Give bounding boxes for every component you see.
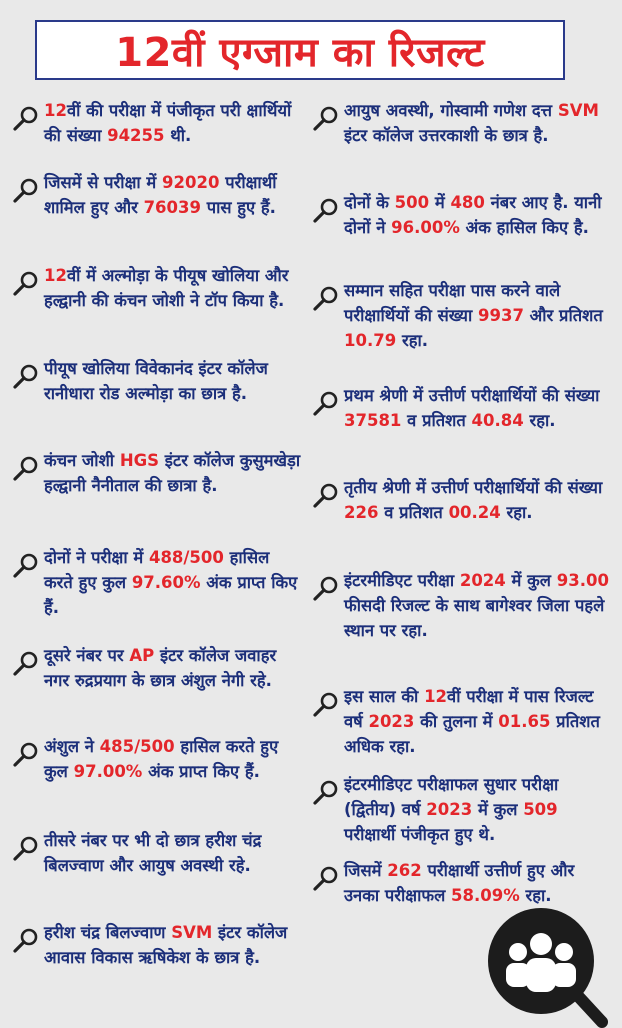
highlight-value: 262	[387, 861, 422, 880]
text-segment: हासिल करते हुए कुल	[44, 737, 279, 781]
highlight-value: 485/500	[99, 737, 175, 756]
text-segment: सम्मान सहित परीक्षा पास करने वाले परीक्षार्थियों की संख्या	[344, 281, 561, 325]
fact-text	[340, 475, 612, 525]
fact-item	[12, 920, 302, 970]
highlight-value: 226	[344, 503, 379, 522]
text-segment: अंशुल ने	[44, 737, 100, 756]
text-segment: इंटर कॉलेज कुसुमखेड़ा हल्द्वानी नैनीताल की छात्रा है.	[44, 451, 301, 495]
magnifier-icon	[312, 692, 340, 718]
highlight-value: SVM	[557, 101, 599, 120]
fact-text	[340, 568, 612, 643]
fact-text	[340, 772, 612, 847]
fact-text	[340, 383, 612, 433]
fact-item	[12, 356, 302, 406]
highlight-value: 9937	[478, 306, 524, 325]
fact-text	[40, 828, 302, 878]
text-segment: इंटर कॉलेज उत्तरकाशी के छात्र है.	[344, 126, 549, 145]
magnifier-icon	[312, 576, 340, 602]
text-segment: परीक्षार्थी उत्तीर्ण हुए और उनका परीक्षाफल	[344, 861, 575, 905]
highlight-value: 76039	[143, 198, 201, 217]
fact-item	[312, 684, 612, 759]
magnifier-icon	[12, 836, 40, 862]
highlight-value: 93.00	[556, 571, 609, 590]
highlight-value: 12	[44, 266, 67, 285]
text-segment: दूसरे नंबर पर	[44, 646, 130, 665]
highlight-value: 480	[450, 193, 485, 212]
fact-item	[312, 383, 612, 433]
magnifier-icon	[12, 271, 40, 297]
fact-text	[40, 356, 302, 406]
fact-item	[12, 170, 302, 220]
fact-item	[312, 190, 612, 240]
text-segment: दोनों के	[344, 193, 395, 212]
magnifier-icon	[12, 456, 40, 482]
magnifier-icon	[12, 106, 40, 132]
highlight-value: 92020	[162, 173, 220, 192]
fact-text	[340, 98, 612, 148]
text-segment: दोनों ने परीक्षा में	[44, 548, 149, 567]
text-segment: पीयूष खोलिया विवेकानंद इंटर कॉलेज रानीधारा रोड अल्मोड़ा का छात्र है.	[44, 359, 268, 403]
magnifier-icon	[12, 742, 40, 768]
text-segment: इंटरमीडिएट परीक्षा	[344, 571, 460, 590]
text-segment: रहा.	[500, 503, 533, 522]
magnifier-icon	[12, 928, 40, 954]
text-segment: व प्रतिशत	[378, 503, 449, 522]
magnifier-icon	[312, 198, 340, 224]
highlight-value: AP	[129, 646, 155, 665]
highlight-value: 96.00%	[391, 218, 460, 237]
text-segment: वीं की परीक्षा में पंजीकृत परी क्षार्थियों की संख्या	[44, 101, 292, 145]
highlight-value: SVM	[171, 923, 213, 942]
page-title: 12वीं एग्जाम का रिजल्ट	[115, 29, 485, 76]
highlight-value: 58.09%	[451, 886, 520, 905]
fact-item	[12, 643, 302, 693]
text-segment: प्रतिशत अधिक रहा.	[344, 712, 600, 756]
text-segment: नंबर आए है. यानी दोनों ने	[344, 193, 602, 237]
highlight-value: 488/500	[148, 548, 224, 567]
fact-item	[312, 475, 612, 525]
text-segment: जिसमें	[344, 861, 388, 880]
highlight-value: 500	[394, 193, 430, 212]
magnifier-icon	[312, 106, 340, 132]
text-segment: परीक्षार्थी शामिल हुए और	[44, 173, 277, 217]
magnifier-icon	[312, 391, 340, 417]
text-segment: इंटर कॉलेज आवास विकास ऋषिकेश के छात्र है.	[44, 923, 288, 967]
fact-item	[312, 278, 612, 353]
highlight-value: 2023	[426, 800, 473, 819]
fact-text	[40, 263, 302, 313]
magnifier-icon	[12, 651, 40, 677]
magnifier-icon	[312, 866, 340, 892]
text-segment: में	[429, 193, 451, 212]
fact-item	[312, 772, 612, 847]
text-segment: हरीश चंद्र बिलज्वाण	[44, 923, 172, 942]
highlight-value: 509	[523, 800, 558, 819]
text-segment: में कुल	[472, 800, 524, 819]
text-segment: इस साल की	[344, 687, 425, 706]
fact-item	[12, 263, 302, 313]
text-segment: में कुल	[505, 571, 557, 590]
text-segment: अंक हासिल किए है.	[459, 218, 589, 237]
fact-text	[40, 545, 302, 620]
fact-text	[40, 734, 302, 784]
text-segment: तीसरे नंबर पर भी दो छात्र हरीश चंद्र बिलज्वाण और आयुष अवस्थी रहे.	[44, 831, 262, 875]
highlight-value: 10.79	[344, 331, 397, 350]
fact-item	[12, 828, 302, 878]
text-segment: आयुष अवस्थी, गोस्वामी गणेश दत्त	[344, 101, 558, 120]
highlight-value: 2024	[459, 571, 506, 590]
text-segment: तृतीय श्रेणी में उत्तीर्ण परीक्षार्थियों की संख्या	[344, 478, 603, 497]
highlight-value: 97.00%	[73, 762, 143, 781]
text-segment: की तुलना में	[414, 712, 499, 731]
fact-text	[340, 278, 612, 353]
highlight-value: 01.65	[498, 712, 551, 731]
highlight-value: 97.60%	[131, 573, 201, 592]
magnifier-icon	[312, 780, 340, 806]
title-banner	[35, 20, 565, 80]
text-segment: अंक प्राप्त किए हैं.	[44, 573, 298, 617]
fact-text	[40, 448, 302, 498]
highlight-value: 12	[424, 687, 448, 706]
text-segment: इंटर कॉलेज जवाहर नगर रुद्रप्रयाग के छात्र अंशुल नेगी रहे.	[44, 646, 277, 690]
fact-text	[40, 98, 302, 148]
magnifier-icon	[12, 178, 40, 204]
fact-item	[312, 98, 612, 148]
fact-text	[40, 920, 302, 970]
highlight-value: 12	[44, 101, 67, 120]
text-segment: रहा.	[523, 411, 556, 430]
text-segment: परीक्षार्थी पंजीकृत हुए थे.	[344, 825, 496, 844]
text-segment: और प्रतिशत	[523, 306, 603, 325]
fact-text	[40, 170, 302, 220]
text-segment: पास हुए हैं.	[200, 198, 276, 217]
fact-text	[340, 190, 612, 240]
magnifier-icon	[12, 553, 40, 579]
highlight-value: 37581	[344, 411, 402, 430]
fact-item	[12, 448, 302, 498]
text-segment: वीं परीक्षा में पास रिजल्ट वर्ष	[344, 687, 594, 731]
text-segment: प्रथम श्रेणी में उत्तीर्ण परीक्षार्थियों की संख्या	[344, 386, 600, 405]
fact-item	[12, 734, 302, 784]
fact-text	[40, 643, 302, 693]
text-segment: अंक प्राप्त किए हैं.	[142, 762, 260, 781]
text-segment: रहा.	[396, 331, 428, 350]
fact-item	[312, 568, 612, 643]
fact-item	[12, 545, 302, 620]
highlight-value: 2023	[368, 712, 415, 731]
fact-text	[340, 858, 612, 908]
fact-text	[340, 684, 612, 759]
text-segment: कंचन जोशी	[44, 451, 120, 470]
highlight-value: HGS	[119, 451, 160, 470]
text-segment: फीसदी रिजल्ट के साथ बागेश्वर जिला पहले स्थान पर रहा.	[344, 596, 605, 640]
magnifier-icon	[312, 483, 340, 509]
fact-item	[312, 858, 612, 908]
text-segment: जिसमें से परीक्षा में	[44, 173, 163, 192]
text-segment: इंटरमीडिएट परीक्षाफल सुधार परीक्षा (द्वितीय) वर्ष	[344, 775, 559, 819]
highlight-value: 94255	[107, 126, 165, 145]
magnifier-icon	[312, 286, 340, 312]
magnifier-icon	[12, 364, 40, 390]
text-segment: हासिल करते हुए कुल	[44, 548, 270, 592]
text-segment: थी.	[164, 126, 192, 145]
text-segment: वीं में अल्मोड़ा के पीयूष खोलिया और हल्द्वानी की कंचन जोशी ने टॉप किया है.	[44, 266, 289, 310]
highlight-value: 40.84	[471, 411, 524, 430]
team-search-icon	[488, 908, 594, 1014]
text-segment: व प्रतिशत	[401, 411, 472, 430]
text-segment: रहा.	[519, 886, 552, 905]
fact-item	[12, 98, 302, 148]
highlight-value: 00.24	[448, 503, 501, 522]
